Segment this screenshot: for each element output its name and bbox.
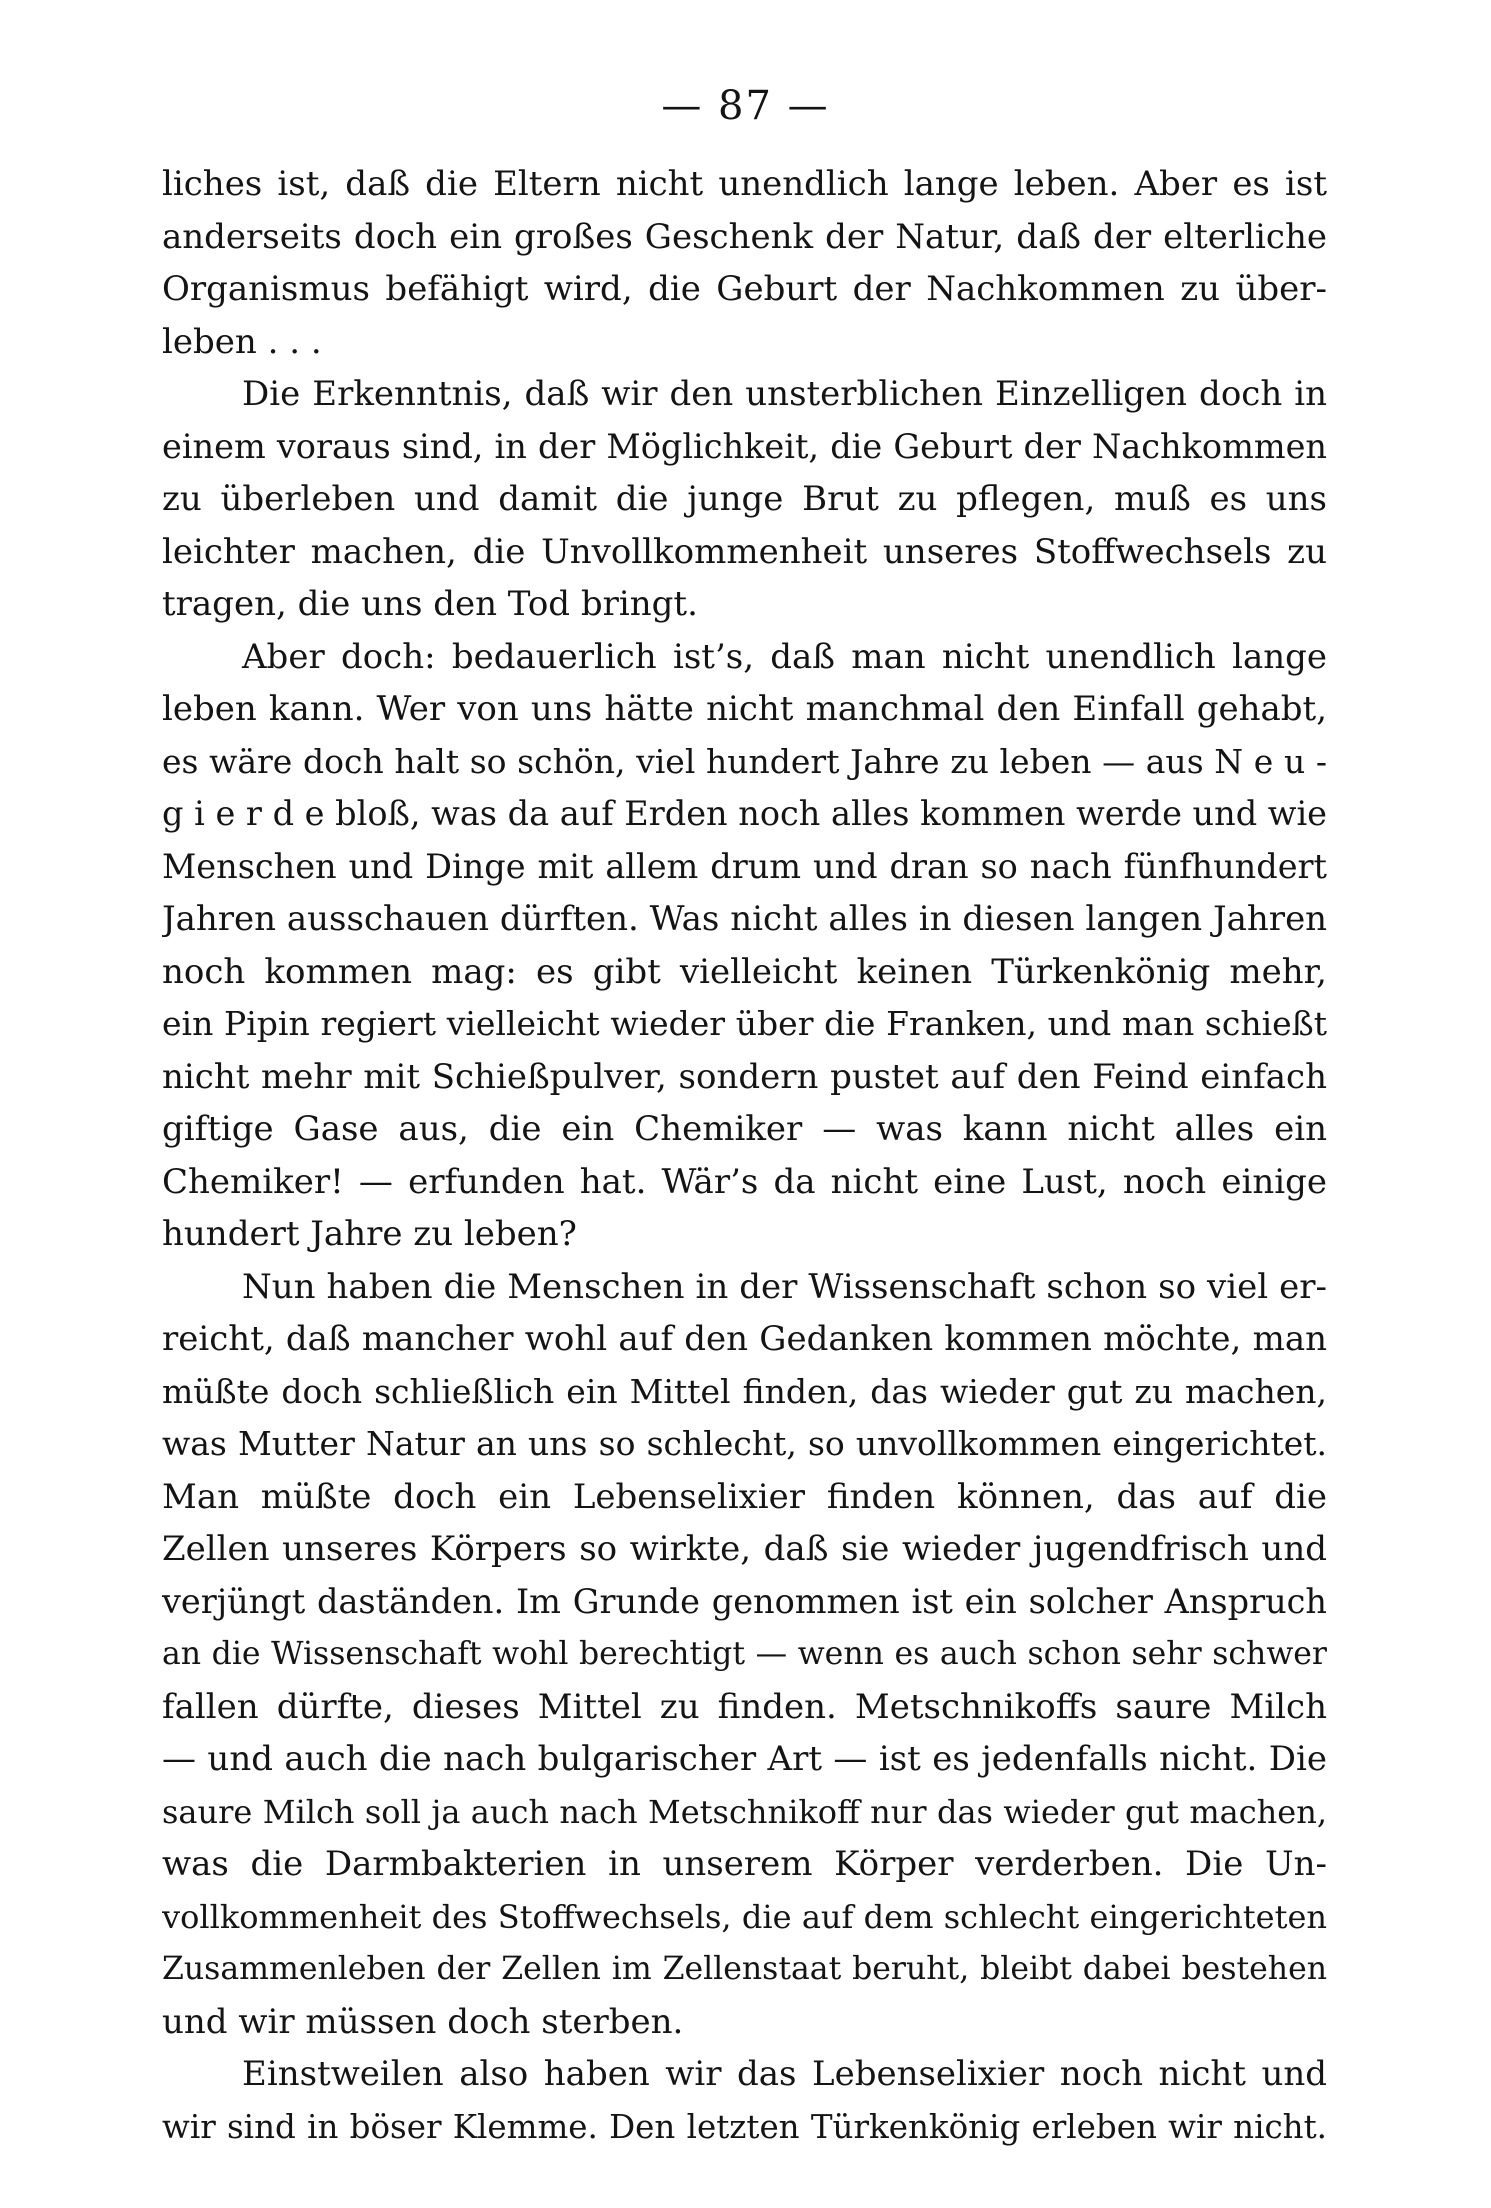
text-line: liches ist, daß die Eltern nicht unendlich lange leben. Aber es ist <box>162 164 1327 204</box>
text-line: Organismus befähigt wird, die Geburt der Nachkommen zu über- <box>162 269 1327 309</box>
text-line: verjüngt daständen. Im Grunde genommen ist ein solcher Anspruch <box>162 1581 1327 1621</box>
text-line: es wäre doch halt so schön, viel hundert Jahre zu leben — aus N e u - <box>162 741 1327 781</box>
text-line: Zellen unseres Körpers so wirkte, daß sie wieder jugendfrisch und <box>162 1529 1327 1569</box>
text-line: Die Erkenntnis, daß wir den unsterblichen Einzelligen doch in <box>242 374 1327 414</box>
text-line: leben kann. Wer von uns hätte nicht manchmal den Einfall gehabt, <box>162 689 1327 729</box>
text-line: was Mutter Natur an uns so schlecht, so unvollkommen eingerichtet. <box>162 1424 1327 1463</box>
text-line: Man müßte doch ein Lebenselixier finden können, das auf die <box>162 1476 1327 1517</box>
text-line: müßte doch schließlich ein Mittel finden, das wieder gut zu machen, <box>162 1371 1327 1411</box>
text-line: tragen, die uns den Tod bringt. <box>162 584 698 624</box>
text-line: zu überleben und damit die junge Brut zu pflegen, muß es uns <box>162 479 1327 519</box>
text-line: was die Darmbakterien in unserem Körper verderben. Die Un- <box>162 1844 1327 1884</box>
text-line: hundert Jahre zu leben? <box>162 1214 577 1254</box>
text-line: wir sind in böser Klemme. Den letzten Türkenkönig erleben wir nicht. <box>162 2107 1327 2146</box>
text-line: vollkommenheit des Stoffwechsels, die auf dem schlecht eingerichteten <box>162 1897 1327 1936</box>
body-text <box>162 158 1327 2153</box>
text-line: g i e r d e bloß, was da auf Erden noch alles kommen werde und wie <box>162 794 1327 833</box>
text-line: einem voraus sind, in der Möglichkeit, die Geburt der Nachkommen <box>162 426 1327 466</box>
text-line: Menschen und Dinge mit allem drum und dran so nach fünfhundert <box>162 846 1327 886</box>
text-line: an die Wissenschaft wohl berechtigt — wenn es auch schon sehr schwer <box>162 1636 1327 1672</box>
text-line: saure Milch soll ja auch nach Metschnikoff nur das wieder gut machen, <box>162 1792 1327 1831</box>
text-line: leben . . . <box>162 321 322 362</box>
text-line: giftige Gase aus, die ein Chemiker — was kann nicht alles ein <box>162 1109 1327 1149</box>
text-line: ein Pipin regiert vielleicht wieder über die Franken, und man schießt <box>162 1004 1327 1043</box>
text-line: reicht, daß mancher wohl auf den Gedanken kommen möchte, man <box>162 1319 1327 1359</box>
text-line: leichter machen, die Unvollkommenheit unseres Stoffwechsels zu <box>162 531 1327 572</box>
text-line: — und auch die nach bulgarischer Art — ist es jedenfalls nicht. Die <box>162 1739 1327 1779</box>
text-line: und wir müssen doch sterben. <box>162 2001 684 2042</box>
text-line: nicht mehr mit Schießpulver, sondern pustet auf den Feind einfach <box>162 1056 1327 1097</box>
page-number: — 87 — <box>661 83 830 129</box>
text-line: fallen dürfte, dieses Mittel zu finden. Metschnikoffs saure Milch <box>162 1686 1327 1727</box>
text-line: anderseits doch ein großes Geschenk der Natur, daß der elterliche <box>162 216 1327 257</box>
text-line: Aber doch: bedauerlich ist’s, daß man nicht unendlich lange <box>242 636 1327 677</box>
text-line: Chemiker! — erfunden hat. Wär’s da nicht eine Lust, noch einige <box>162 1161 1327 1202</box>
text-line: Jahren ausschauen dürften. Was nicht alles in diesen langen Jahren <box>162 899 1327 939</box>
text-line: Einstweilen also haben wir das Lebenselixier noch nicht und <box>242 2054 1327 2094</box>
text-line: Nun haben die Menschen in der Wissenschaft schon so viel er- <box>242 1266 1327 1307</box>
text-line: Zusammenleben der Zellen im Zellenstaat beruht, bleibt dabei bestehen <box>162 1951 1327 1987</box>
text-line: noch kommen mag: es gibt vielleicht keinen Türkenkönig mehr, <box>162 951 1327 992</box>
